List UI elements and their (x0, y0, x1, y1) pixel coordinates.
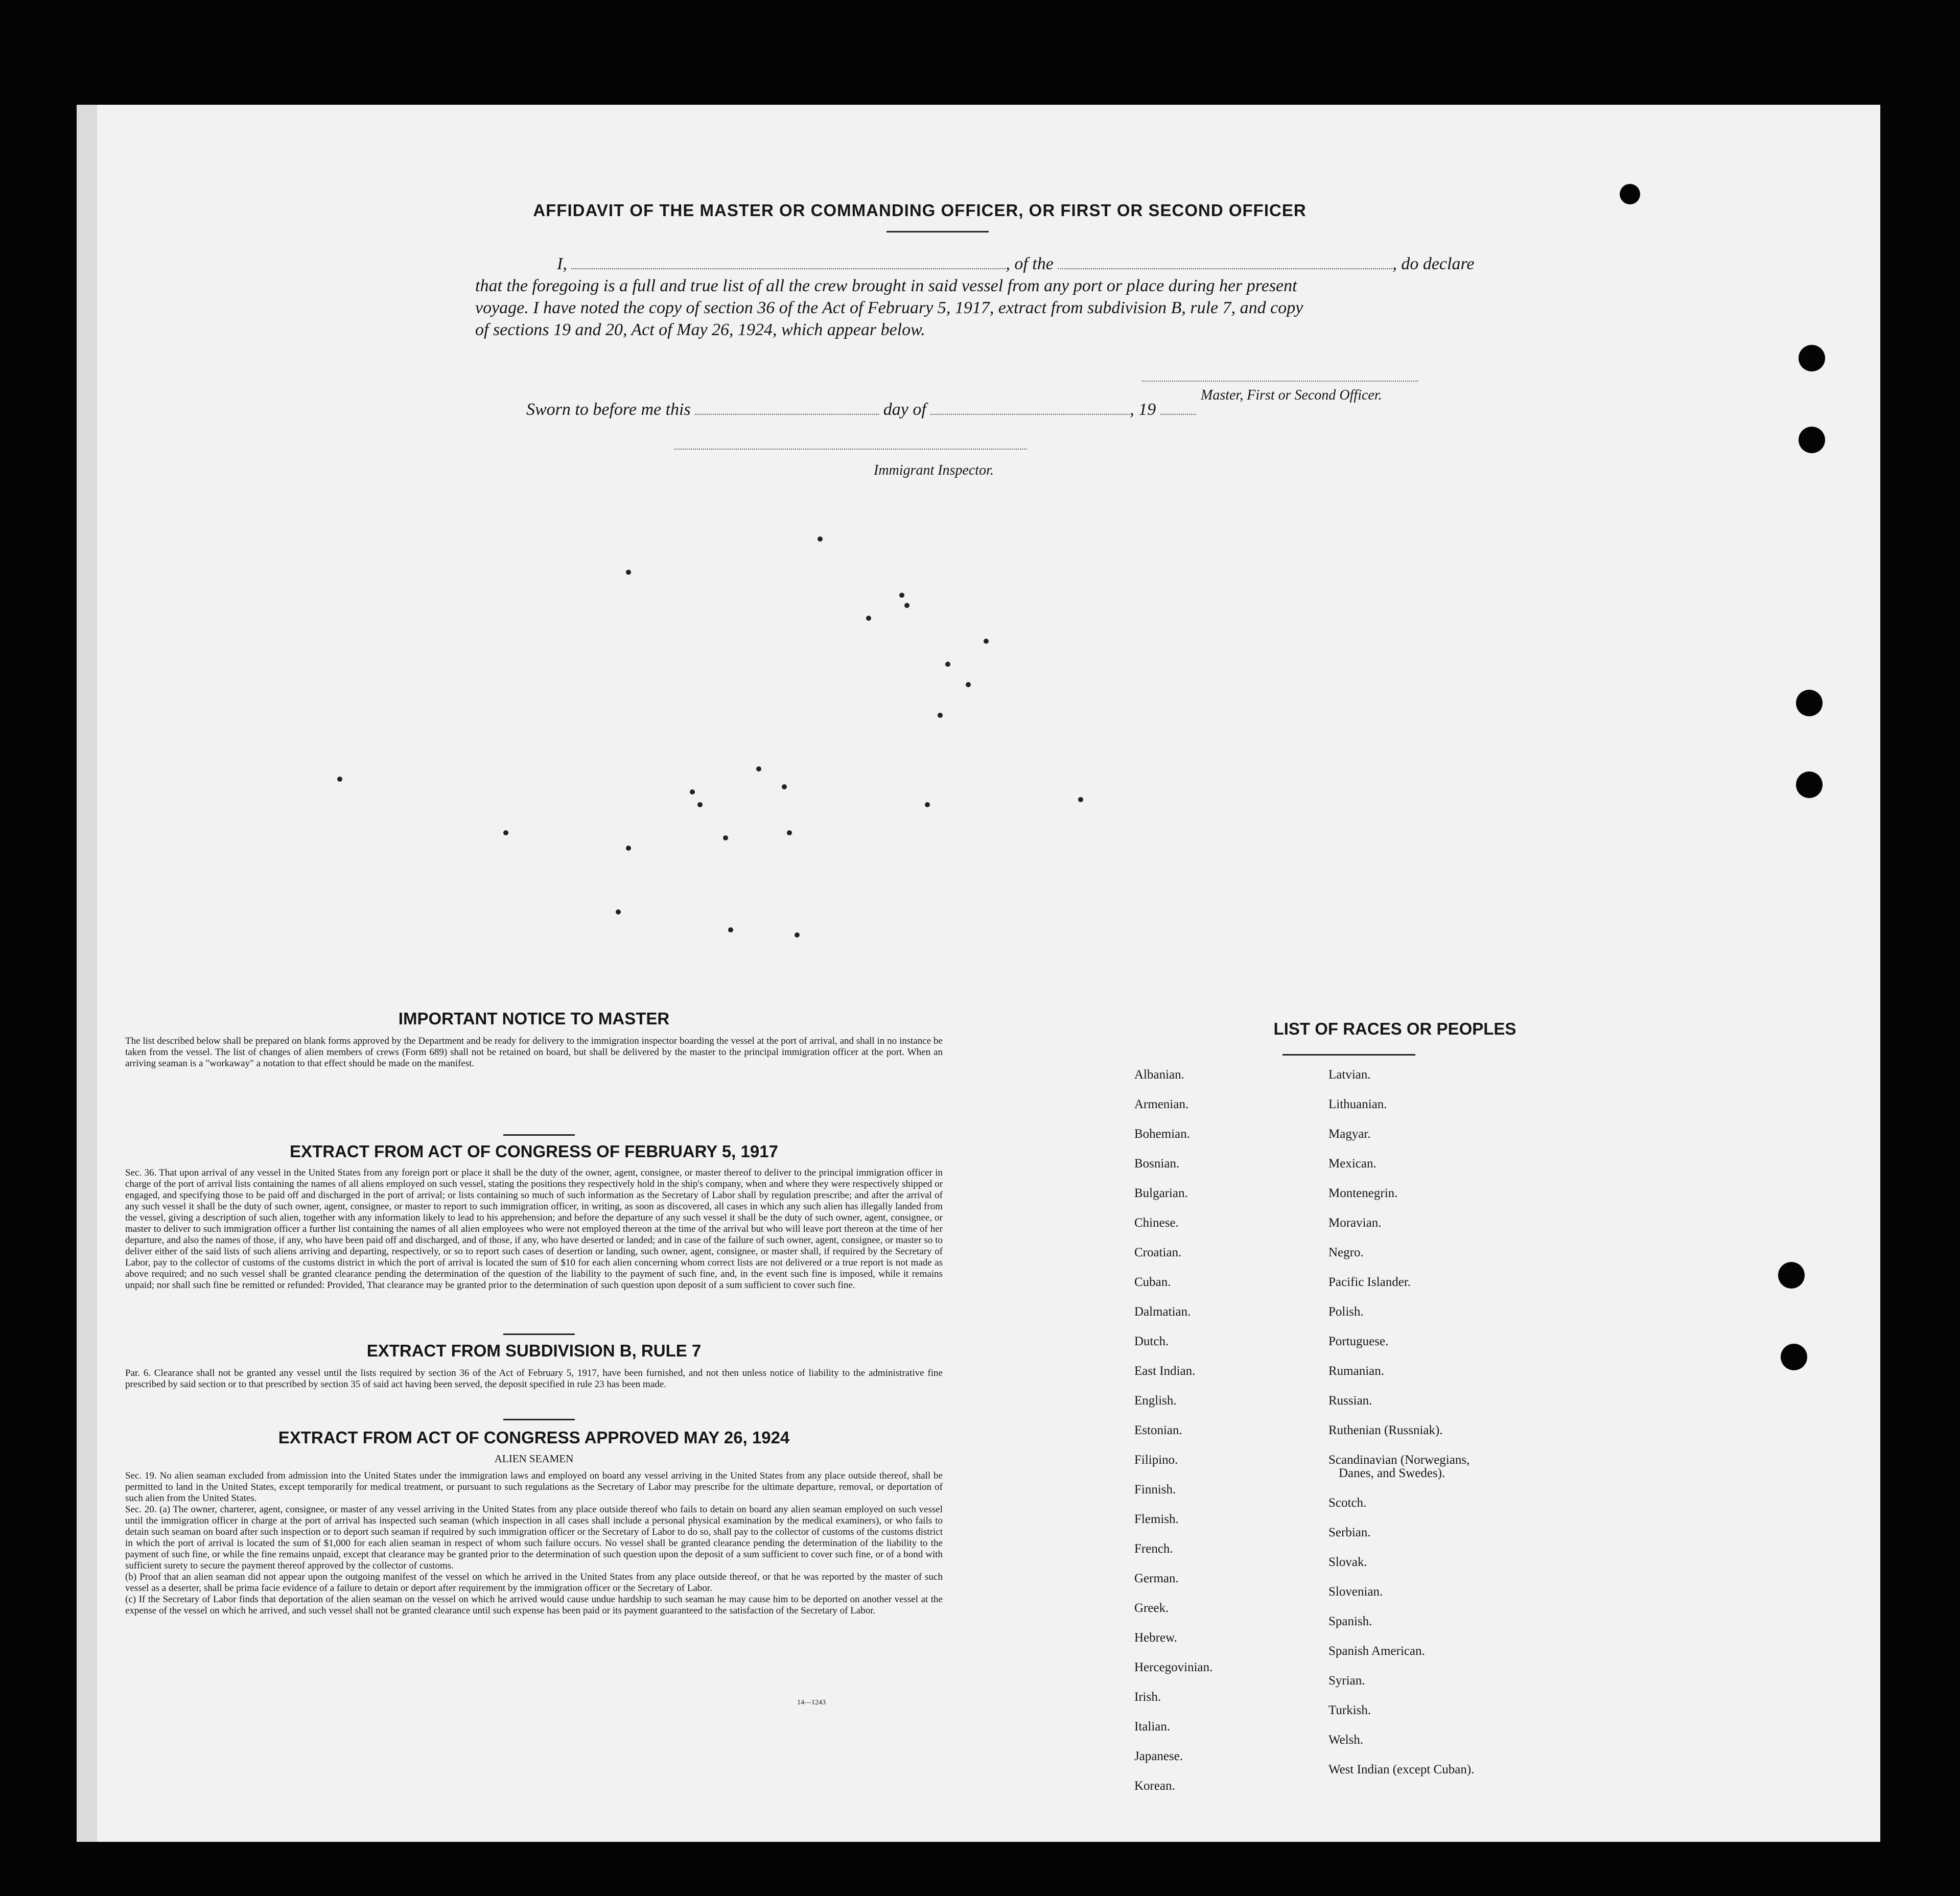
affidavit-of-the: , of the (1006, 254, 1054, 273)
race-item: Syrian. (1328, 1674, 1365, 1688)
race-item: Ruthenian (Russniak). (1328, 1423, 1443, 1437)
affidavit-line-3: voyage. I have noted the copy of section 36 of the Act of February 5, 1917, extract from subdivision B, rule 7, and copy (475, 298, 1303, 317)
sworn-text: Sworn to before me this (526, 400, 691, 419)
scan-speck (1078, 797, 1083, 802)
extract-1917 (125, 1142, 943, 1291)
affidavit-line-4: of sections 19 and 20, Act of May 26, 1924, which appear below. (475, 320, 925, 339)
scan-speck (337, 777, 342, 782)
race-item: Rumanian. (1328, 1364, 1385, 1378)
race-item: Serbian. (1328, 1526, 1371, 1539)
scan-speck (697, 802, 703, 807)
month-blank (930, 402, 1130, 415)
race-item: Dalmatian. (1134, 1305, 1191, 1319)
notice-title: IMPORTANT NOTICE TO MASTER (398, 1009, 670, 1028)
race-item: German. (1134, 1572, 1179, 1585)
race-item: Hercegovinian. (1134, 1660, 1213, 1674)
race-item: Magyar. (1328, 1127, 1371, 1141)
race-item: Montenegrin. (1328, 1186, 1398, 1200)
punch-hole (1799, 427, 1825, 453)
race-item: Slovenian. (1328, 1585, 1383, 1599)
year-blank (1160, 402, 1196, 415)
punch-hole (1620, 184, 1640, 204)
race-item: Armenian. (1134, 1097, 1189, 1111)
affidavit-line-2: that the foregoing is a full and true list of all the crew brought in said vessel from any port or place during her present (475, 276, 1297, 295)
title-divider (886, 231, 989, 232)
race-item: Scandinavian (Norwegians, (1328, 1453, 1470, 1467)
race-item: Spanish American. (1328, 1644, 1425, 1658)
race-item: French. (1134, 1542, 1173, 1556)
affidavit-title: AFFIDAVIT OF THE MASTER OR COMMANDING OFFICER, OR FIRST OR SECOND OFFICER (533, 201, 1306, 220)
race-item: Italian. (1134, 1720, 1171, 1734)
scan-speck (690, 789, 695, 794)
race-item: Bohemian. (1134, 1127, 1191, 1141)
document-page (77, 105, 1880, 1842)
race-item: Flemish. (1134, 1512, 1179, 1526)
race-item: Moravian. (1328, 1216, 1382, 1230)
scan-speck (728, 927, 733, 932)
section-divider (503, 1134, 575, 1136)
scan-speck (904, 603, 909, 608)
punch-hole (1796, 690, 1823, 716)
scan-speck (966, 682, 971, 687)
races-column-1 (1134, 1068, 1212, 1809)
punch-hole (1781, 1344, 1807, 1370)
race-item: Turkish. (1328, 1703, 1371, 1717)
race-item: Dutch. (1134, 1335, 1169, 1348)
punch-hole (1799, 345, 1825, 371)
race-item: West Indian (except Cuban). (1328, 1763, 1475, 1776)
rule-b7-text: Par. 6. Clearance shall not be granted any vessel until the lists required by section 36 of the Act of February 5, 1917, have been furnished, and not then unless notice of liability to the administrative fine prescribed by said section or to that prescribed by section 35 of said act having been served, the deposit specified in rule 23 has been made. (125, 1368, 943, 1390)
form-number: 14—1243 (797, 1699, 826, 1706)
scan-speck (723, 835, 728, 840)
race-item: Polish. (1328, 1305, 1364, 1319)
rule-b7-title: EXTRACT FROM SUBDIVISION B, RULE 7 (366, 1341, 702, 1360)
day-of-text: day of (883, 400, 926, 419)
scan-speck (616, 909, 621, 915)
races-divider (1282, 1054, 1415, 1056)
scan-speck (984, 639, 989, 644)
master-signature-line (1142, 381, 1418, 382)
punch-hole (1778, 1262, 1805, 1289)
scan-speck (782, 784, 787, 789)
race-item: Latvian. (1328, 1068, 1371, 1082)
scan-speck (787, 830, 792, 835)
sworn-line (526, 400, 1196, 419)
race-item: Croatian. (1134, 1246, 1182, 1259)
scan-speck (899, 593, 904, 598)
affidavit-do-declare: , do declare (1392, 254, 1475, 273)
punch-hole (1796, 771, 1823, 798)
race-item: Portuguese. (1328, 1335, 1389, 1348)
race-item: Pacific Islander. (1328, 1275, 1411, 1289)
affidavit-line-1 (475, 253, 1548, 275)
scan-speck (626, 846, 631, 851)
race-item: English. (1134, 1394, 1177, 1408)
race-item: Slovak. (1328, 1555, 1367, 1569)
affidavit-body (475, 253, 1548, 341)
extract-rule-b7 (125, 1341, 943, 1390)
scan-speck (756, 766, 761, 771)
race-item: Japanese. (1134, 1749, 1183, 1763)
race-item: Korean. (1134, 1779, 1175, 1793)
sec20b-text: (b) Proof that an alien seaman did not appear upon the outgoing manifest of the vessel on which he arrived in the United States from any place outside thereof, or that he was reported by the master of such vessel as a deserter, shall be prima facie evidence of a failure to detain or deport after requirement by the immigration officer or the Secretary of Labor. (125, 1572, 943, 1594)
race-item: Hebrew. (1134, 1631, 1177, 1645)
master-label: Master, First or Second Officer. (1201, 387, 1382, 403)
extract-1924-title: EXTRACT FROM ACT OF CONGRESS APPROVED MAY 26, 1924 (278, 1428, 790, 1447)
inspector-signature-line (674, 449, 1027, 450)
extract-1917-text: Sec. 36. That upon arrival of any vessel in the United States from any foreign port or place it shall be the duty of the owner, agent, consignee, or master thereof to deliver to the principal immigration officer in charge of the port of arrival lists containing the names of all aliens employed on such vessel, stating the positions they respectively hold in the ship's company, when and where they were respectively shipped or engaged, and specifying those to be paid off and discharged in the port of arrival; or lists containing so much of such information as the Secretary of Labor shall by regulation prescribe; and after the arrival of any such vessel it shall be the duty of such owner, agent, consignee, or master to report to such immigration officer, in writing, as soon as discovered, all cases in which any such alien has illegally landed from the vessel, giving a description of such alien, together with any information likely to lead to his apprehension; and before the departure of any such vessel it shall be the duty of such owner, agent, consignee, or master to deliver to such immigration officer a further list containing the names of all alien employees who were not employed thereon at the time of the arrival but who will leave port thereon at the time of her departure, and also the names of those, if any, who have been paid off and discharged, and of those, if any, who have deserted or landed; and in case of the failure of such owner, agent, consignee, or master so to deliver either of the said lists of such aliens arriving and departing, respectively, or so to report such cases of desertion or landing, such owner, agent, consignee, or master shall, if required by the Secretary of Labor, pay to the collector of customs of the customs district in which the port of arrival is located the sum of $10 for each alien concerning whom correct lists are not delivered or a true report is not made as above required; and no such vessel shall be granted clearance pending the determination of the question of the liability to the payment of such fine, and, in the event such fine is imposed, while it remains unpaid; nor shall such fine be remitted or refunded: Provided, That clearance may be granted prior to the determination of such question upon deposit of a sum sufficient to cover such fine. (125, 1167, 943, 1291)
extract-1924 (125, 1428, 943, 1617)
year-text: , 19 (1130, 400, 1156, 419)
inspector-label: Immigrant Inspector. (874, 462, 994, 478)
scan-speck (938, 713, 943, 718)
races-title: LIST OF RACES OR PEOPLES (1273, 1019, 1516, 1038)
scan-speck (795, 932, 800, 938)
important-notice (125, 1009, 943, 1069)
race-item: Scotch. (1328, 1496, 1367, 1510)
race-item: Negro. (1328, 1246, 1364, 1259)
race-item: East Indian. (1134, 1364, 1196, 1378)
affidavit-i: I, (557, 254, 567, 273)
alien-seamen-subtitle: ALIEN SEAMEN (494, 1453, 574, 1465)
race-item: Estonian. (1134, 1423, 1182, 1437)
scan-speck (925, 802, 930, 807)
extract-1917-title: EXTRACT FROM ACT OF CONGRESS OF FEBRUARY 5, 1917 (290, 1142, 778, 1161)
sec20c-text: (c) If the Secretary of Labor finds that deportation of the alien seaman on the vessel on which he arrived would cause undue hardship to such seaman he may cause him to be deported on another vessel at the expense of the vessel on which he arrived, and such vessel shall not be granted clearance until such expense has been paid or its payment guaranteed to the satisfaction of the Secretary of Labor. (125, 1594, 943, 1616)
section-divider (503, 1419, 575, 1420)
vessel-blank (1058, 256, 1392, 269)
race-item: Bosnian. (1134, 1157, 1180, 1171)
race-item: Cuban. (1134, 1275, 1171, 1289)
race-item: Spanish. (1328, 1614, 1372, 1628)
scan-speck (626, 570, 631, 575)
race-item: Finnish. (1134, 1483, 1176, 1496)
page-edge (77, 105, 97, 1842)
race-item: Irish. (1134, 1690, 1161, 1704)
race-item: Filipino. (1134, 1453, 1178, 1467)
race-item: Bulgarian. (1134, 1186, 1188, 1200)
day-blank (695, 402, 879, 415)
race-item: Welsh. (1328, 1733, 1364, 1747)
scan-speck (818, 536, 823, 542)
section-divider (503, 1333, 575, 1335)
scan-speck (945, 662, 950, 667)
scan-speck (503, 830, 508, 835)
race-item: Greek. (1134, 1601, 1169, 1615)
races-column-2 (1328, 1068, 1474, 1792)
race-item: Russian. (1328, 1394, 1372, 1408)
notice-text: The list described below shall be prepared on blank forms approved by the Department and be ready for delivery to the immigration inspector boarding the vessel at the port of arrival, and shall in no instance be taken from the vessel. The list of changes of alien members of crews (Form 689) shall not be retained on board, but shall be delivered by the master to the principal immigration officer at the port. When an arriving seaman is a "workaway" a notation to that effect should be made on the manifest. (125, 1036, 943, 1069)
race-item: Mexican. (1328, 1157, 1376, 1171)
race-item: Chinese. (1134, 1216, 1179, 1230)
sec19-text: Sec. 19. No alien seaman excluded from admission into the United States under the immigration laws and employed on board any vessel arriving in the United States from any place outside thereof, shall be permitted to land in the United States, except temporarily for medical treatment, or pursuant to such regulations as the Secretary of Labor may prescribe for the ultimate departure, removal, or deportation of such alien from the United States. (125, 1470, 943, 1504)
race-item: Albanian. (1134, 1068, 1184, 1082)
race-item: Lithuanian. (1328, 1097, 1387, 1111)
sec20a-text: Sec. 20. (a) The owner, charterer, agent, consignee, or master of any vessel arriving in the United States from any place outside thereof who fails to detain on board any alien seaman employed on such vessel until the immigration officer in charge at the port of arrival has inspected such seaman (which inspection in all cases shall include a personal physical examination by the medical examiners), or who fails to detain such seaman on board after such inspection or to deport such seaman if required by such immigration officer or the Secretary of Labor to do so, shall pay to the collector of customs of the customs district in which the port of arrival is located the sum of $1,000 for each alien seaman in respect of whom such failure occurs. No vessel shall be granted clearance pending the determination of the liability to the payment of such fine, or while the fine remains unpaid, except that clearance may be granted prior to the determination of such question upon the deposit of a sum sufficient to cover such fine, or of a bond with sufficient surety to secure the payment thereof approved by the collector of customs. (125, 1504, 943, 1571)
scan-speck (866, 616, 871, 621)
name-blank (571, 256, 1006, 269)
race-item: Danes, and Swedes). (1339, 1466, 1445, 1480)
